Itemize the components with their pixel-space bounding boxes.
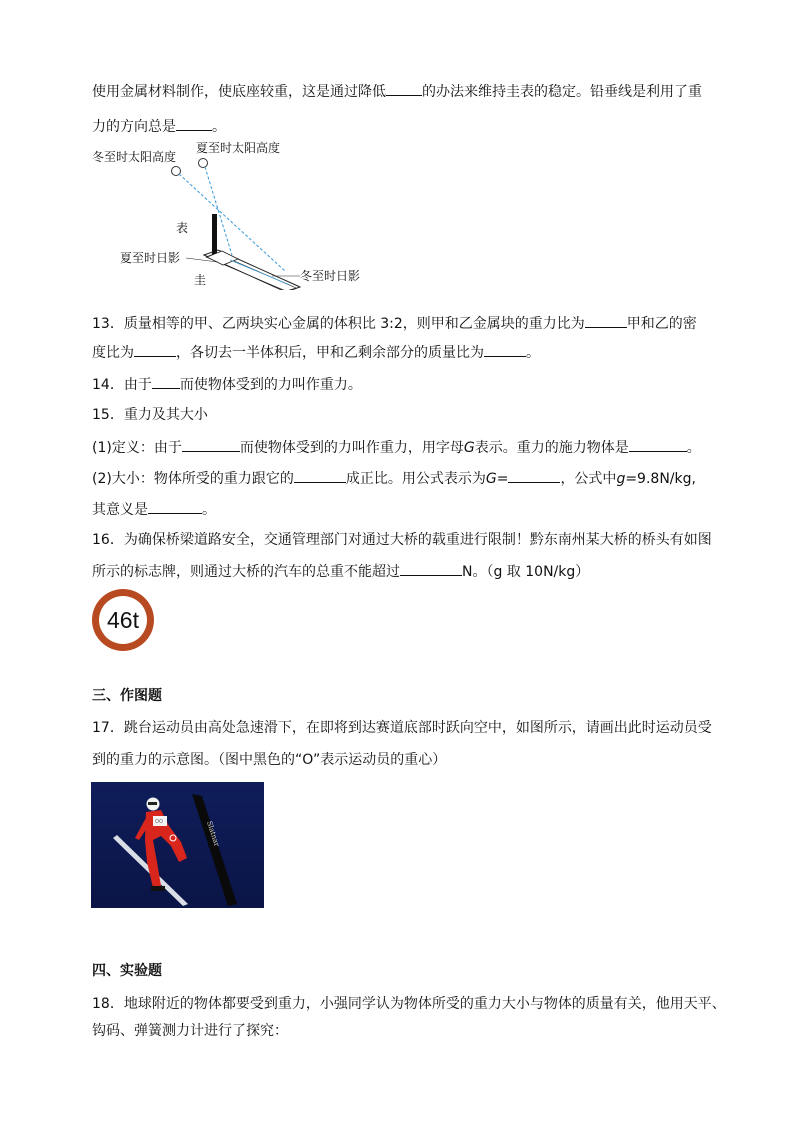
summer-sun-icon [199, 159, 208, 168]
boot [151, 886, 165, 891]
answer-blank[interactable] [148, 499, 202, 514]
biao-pole [212, 214, 217, 256]
answer-blank[interactable] [152, 374, 180, 389]
q15-line-1: (1)定义：由于 而使物体受到的力叫作重力，用字母G表示。重力的施力物体是 。 [92, 437, 701, 458]
ski-brand-text: Slatnar [205, 820, 221, 848]
summer-sun-ray [205, 167, 232, 255]
answer-blank[interactable] [386, 81, 422, 96]
q18-line-2: 钩码、弹簧测力计进行了探究： [92, 1023, 288, 1039]
biao-label: 表 [176, 221, 189, 235]
q16-line-1: 16．为确保桥梁道路安全，交通管理部门对通过大桥的载重进行限制！黔东南州某大桥的桥头有如图 [92, 532, 712, 548]
winter-shadow-mark [230, 260, 290, 285]
answer-blank[interactable] [176, 116, 212, 131]
q15-line-2: (2)大小：物体所受的重力跟它的 成正比。用公式表示为G= ，公式中g=9.8N/kg, [92, 468, 696, 489]
answer-blank[interactable] [629, 437, 687, 452]
ski-jumper-photo [91, 782, 264, 908]
q17-line-1: 17．跳台运动员由高处急速滑下，在即将到达赛道底部时跃向空中，如图所示，请画出此时运动员受 [92, 720, 712, 736]
goggles [148, 802, 157, 805]
gui-label: 圭 [194, 273, 207, 287]
weight-limit-sign [91, 588, 155, 652]
answer-blank[interactable] [134, 342, 176, 357]
answer-blank[interactable] [585, 313, 627, 328]
q12-line-1: 使用金属材料制作，使底座较重，这是通过降低 的办法来维持圭表的稳定。铅垂线是利用了重 [92, 81, 702, 102]
q15-line-3: 其意义是 。 [92, 499, 216, 520]
answer-blank[interactable] [182, 437, 240, 452]
q18-line-1: 18．地球附近的物体都要受到重力，小强同学认为物体所受的重力大小与物体的质量有关，他用天平、 [92, 996, 726, 1012]
answer-blank[interactable] [294, 468, 346, 483]
winter-shadow-label: 冬至时日影 [300, 269, 361, 283]
section-4-heading: 四、实验题 [92, 963, 162, 979]
summer-shadow-label: 夏至时日影 [120, 251, 181, 265]
q13-line-2: 度比为 ，各切去一半体积后，甲和乙剩余部分的质量比为 。 [92, 342, 540, 363]
q12-line-2: 力的方向总是 。 [92, 116, 226, 137]
gnomon-figure [88, 138, 388, 290]
q15-title: 15．重力及其大小 [92, 407, 208, 423]
sign-text: 46t [107, 607, 139, 633]
summer-sun-label: 夏至时太阳高度 [196, 141, 281, 155]
answer-blank[interactable] [400, 561, 462, 576]
q17-line-2: 到的重力的示意图。（图中黑色的“O”表示运动员的重心） [92, 752, 447, 768]
q13-line-1: 13．质量相等的甲、乙两块实心金属的体积比 3:2，则甲和乙金属块的重力比为 甲和乙的密 [92, 313, 697, 334]
section-3-heading: 三、作图题 [92, 688, 162, 704]
answer-blank[interactable] [508, 468, 560, 483]
answer-blank[interactable] [484, 342, 526, 357]
q16-line-2: 所示的标志牌，则通过大桥的汽车的总重不能超过 N。（g 取 10N/kg） [92, 561, 589, 582]
winter-sun-label: 冬至时太阳高度 [92, 150, 177, 164]
q14-line: 14．由于 而使物体受到的力叫作重力。 [92, 374, 362, 395]
bib [153, 816, 167, 826]
